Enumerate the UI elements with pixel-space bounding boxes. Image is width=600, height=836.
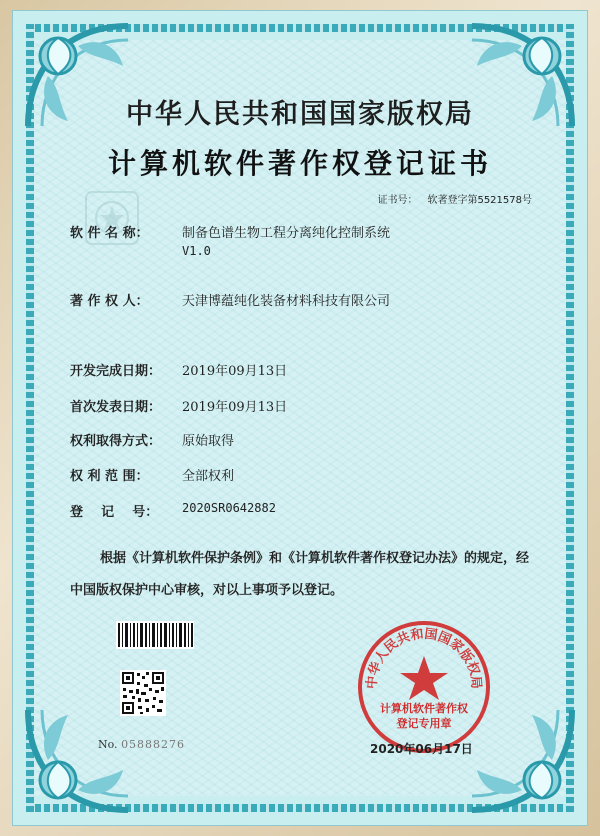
pub-date-label: 首次发表日期：: [70, 400, 162, 415]
software-version: V1.0: [182, 244, 211, 258]
software-name-label: 软 件 名 称：: [70, 226, 149, 241]
official-seal-icon: [355, 618, 493, 756]
software-name-value: 制备色谱生物工程分离纯化控制系统: [182, 226, 391, 241]
serial-number: [98, 738, 185, 751]
software-name-value-block: [182, 222, 390, 258]
certificate: [12, 10, 588, 826]
certificate-title: 计算机软件著作权登记证书: [107, 147, 492, 180]
scope-value: 全部权利: [182, 469, 235, 484]
reg-no-label: 登 记 号：: [70, 505, 159, 520]
issue-date: 2020年06月17日: [370, 742, 473, 756]
field-publish-date: [70, 396, 287, 415]
field-registration-number: [70, 501, 276, 520]
seal-text-line2: 登记专用章: [396, 717, 452, 730]
qr-code-icon: [120, 670, 166, 716]
acquire-label: 权利取得方式：: [70, 434, 162, 449]
owner-value: 天津博蕴纯化装备材料科技有限公司: [182, 294, 391, 309]
statement-paragraph: 根据《计算机软件保护条例》和《计算机软件著作权登记办法》的规定，经中国版权保护中心审核，对以上事项予以登记。: [70, 551, 530, 598]
certificate-number-value: 软著登字第5521578号: [427, 195, 532, 206]
corner-ornament-icon: [18, 700, 138, 820]
certificate-number-label: 证书号：: [377, 195, 418, 206]
seal-text-line1: 计算机软件著作权: [380, 702, 468, 715]
field-dev-date: [70, 360, 287, 379]
owner-label: 著 作 权 人：: [70, 294, 149, 309]
dev-date-value: 2019年09月13日: [182, 364, 288, 379]
field-software-name: [70, 222, 390, 258]
barcode-icon: [116, 621, 194, 649]
issuing-authority: 中华人民共和国国家版权局: [126, 99, 474, 130]
svg-text:中华人民共和国国家版权局: 中华人民共和国国家版权局: [364, 626, 484, 690]
serial-number-value: 05888276: [121, 738, 186, 751]
scope-label: 权 利 范 围：: [70, 469, 149, 484]
field-copyright-owner: [70, 290, 390, 309]
pub-date-value: 2019年09月13日: [182, 400, 288, 415]
serial-prefix: No.: [98, 738, 118, 751]
reg-no-value: 2020SR0642882: [182, 501, 276, 515]
acquire-value: 原始取得: [182, 434, 235, 449]
certificate-number: [377, 191, 532, 206]
dev-date-label: 开发完成日期：: [70, 364, 162, 379]
field-acquire-method: [70, 430, 234, 449]
field-rights-scope: [70, 465, 234, 484]
